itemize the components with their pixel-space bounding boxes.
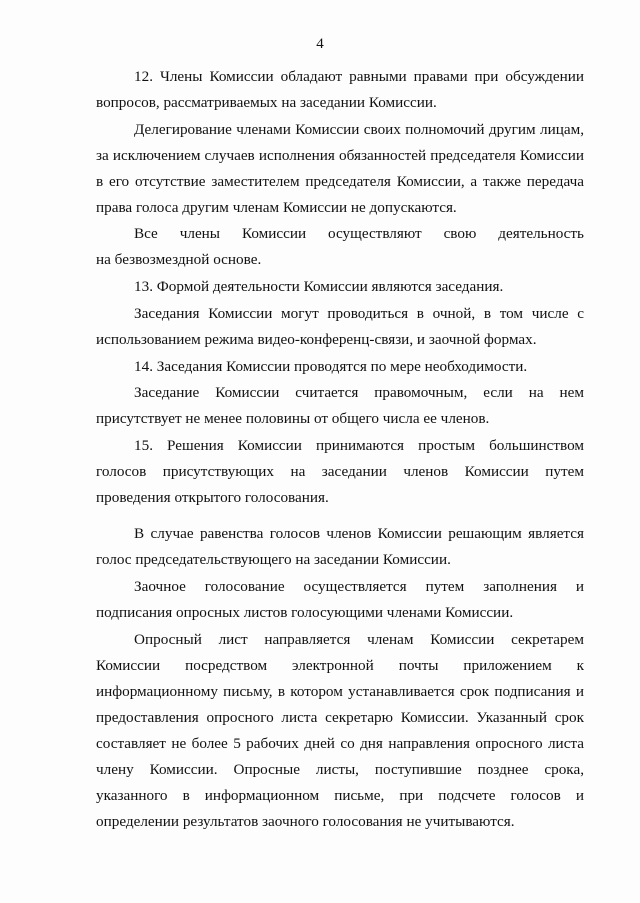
page-number: 4 <box>316 36 324 52</box>
paragraph-members-line1: Все члены Комиссии осуществляют свою деятельность <box>134 225 584 242</box>
paragraph-absentee-voting: Заочное голосование осуществляется путем заполнения и подписания опросных листов голосующими членами Комиссии. <box>96 578 584 621</box>
paragraph-14: 14. Заседания Комиссии проводятся по мере необходимости. <box>134 358 528 375</box>
paragraph-quorum-line1: Заседание Комиссии считается правомочным, если на нем <box>134 384 584 401</box>
paragraph-15: 15. Решения Комиссии принимаются простым большинством голосов присутствующих на заседании членов Комиссии путем проведения открытого голосования. <box>96 437 584 506</box>
paragraph-members-line2: на безвозмездной основе. <box>96 251 262 268</box>
document-body <box>96 64 584 835</box>
paragraph-questionnaire: Опросный лист направляется членам Комиссии секретарем Комиссии посредством электронной почты приложением к информационному письму, в котором устанавливается срок подписания и предоставления опросного листа секретарю Комиссии. Указанный срок составляет не более 5 рабочих дней со дня направления опросного листа члену Комиссии. Опросные листы, поступившие позднее срока, указанного в информационном письме, при подсчете голосов и определении результатов заочного голосования не учитываются. <box>96 631 584 830</box>
paragraph-meeting-forms: Заседания Комиссии могут проводиться в очной, в том числе с использованием режима видео-конференц-связи, и заочной формах. <box>96 305 584 348</box>
paragraph-12: 12. Члены Комиссии обладают равными правами при обсуждении вопросов, рассматриваемых на заседании Комиссии. <box>96 68 584 111</box>
paragraph-tie-vote: В случае равенства голосов членов Комиссии решающим является голос председательствующего на заседании Комиссии. <box>96 525 584 568</box>
paragraph-delegation: Делегирование членами Комиссии своих полномочий другим лицам, за исключением случаев исполнения обязанностей председателя Комиссии в его отсутствие заместителем председателя Комиссии, а также передача права голоса другим членам Комиссии не допускаются. <box>96 121 584 216</box>
paragraph-13: 13. Формой деятельности Комиссии являются заседания. <box>134 278 504 295</box>
paragraph-quorum-line2: присутствует не менее половины от общего числа ее членов. <box>96 410 490 427</box>
